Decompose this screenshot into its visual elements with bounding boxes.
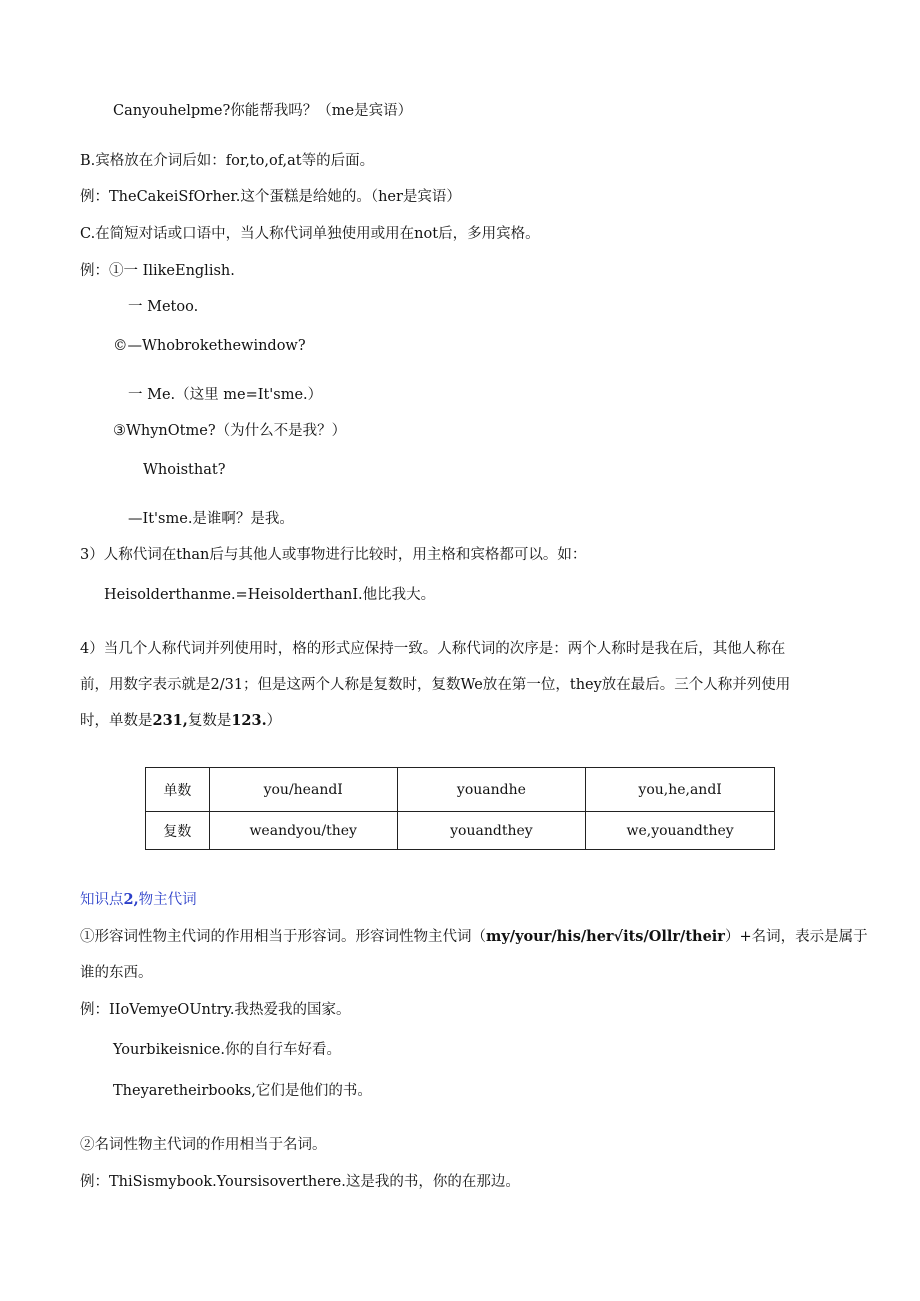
point-3-heading: 3）人称代词在than后与其他人或事物进行比较时，用主格和宾格都可以。如： [80, 547, 587, 563]
section-c-example-1a: 例：①一 IlikeEnglish. [80, 263, 235, 279]
section-c-example-3c: —It'sme.是谁啊？是我。 [128, 511, 294, 527]
knowledge-2-example-3: Theyaretheirbooks,它们是他们的书。 [113, 1083, 372, 1099]
section-b-heading: B.宾格放在介词后如：for,to,of,at等的后面。 [80, 153, 375, 169]
section-c-heading: C.在简短对话或口语中，当人称代词单独使用或用在not后，多用宾格。 [80, 226, 540, 242]
pronoun-order-table [145, 767, 775, 850]
point-4-line-1: 4）当几个人称代词并列使用时，格的形式应保持一致。人称代词的次序是：两个人称时是我在后，其他人称在 [80, 641, 786, 657]
section-c-example-2a: ©—Whobrokethewindow? [113, 338, 306, 354]
knowledge-2-example-4: 例：ThiSismybook.Yoursisoverthere.这是我的书，你的在那边。 [80, 1174, 520, 1190]
knowledge-2-example-2: Yourbikeisnice.你的自行车好看。 [113, 1042, 341, 1058]
point-4-line-3: 时，单数是231,复数是123.） [80, 712, 282, 729]
table-cell: youandhe [397, 768, 586, 812]
table-cell: weandyou/they [209, 812, 397, 850]
section-c-example-1b: 一 Metoo. [128, 299, 199, 315]
knowledge-2-item-1-line-2: 谁的东西。 [80, 965, 153, 981]
knowledge-2-example-1: 例：IIoVemyeOUntry.我热爱我的国家。 [80, 1002, 351, 1018]
table-cell: we,youandthey [586, 812, 775, 850]
section-b-example: 例：TheCakeiSfOrher.这个蛋糕是给她的。（her是宾语） [80, 189, 461, 205]
table-cell: you,he,andI [586, 768, 775, 812]
section-c-example-2b: 一 Me.（这里 me=It'sme.） [128, 387, 323, 403]
table-cell: you/heandI [209, 768, 397, 812]
knowledge-2-item-1-line-1: ①形容词性物主代词的作用相当于形容词。形容词性物主代词（my/your/his/her√its/Ollr/their）+名词，表示是属于 [80, 928, 868, 945]
table-row [146, 768, 775, 812]
table-cell: youandthey [397, 812, 586, 850]
knowledge-2-item-2: ②名词性物主代词的作用相当于名词。 [80, 1137, 327, 1153]
table-row [146, 812, 775, 850]
table-row-label: 复数 [146, 812, 210, 850]
example-line-canyouhelpme: Canyouhelpme?你能帮我吗？（me是宾语） [113, 103, 413, 119]
point-4-line-2: 前，用数字表示就是2/31；但是这两个人称是复数时，复数We放在第一位，they放在最后。三个人称并列使用 [80, 677, 791, 693]
section-c-example-3a: ③WhynOtme?（为什么不是我？） [113, 423, 347, 439]
section-c-example-3b: Whoisthat? [143, 462, 226, 478]
point-3-example: Heisolderthanme.=HeisolderthanI.他比我大。 [104, 587, 436, 603]
table-row-label: 单数 [146, 768, 210, 812]
knowledge-point-2-title: 知识点2,物主代词 [80, 891, 197, 908]
